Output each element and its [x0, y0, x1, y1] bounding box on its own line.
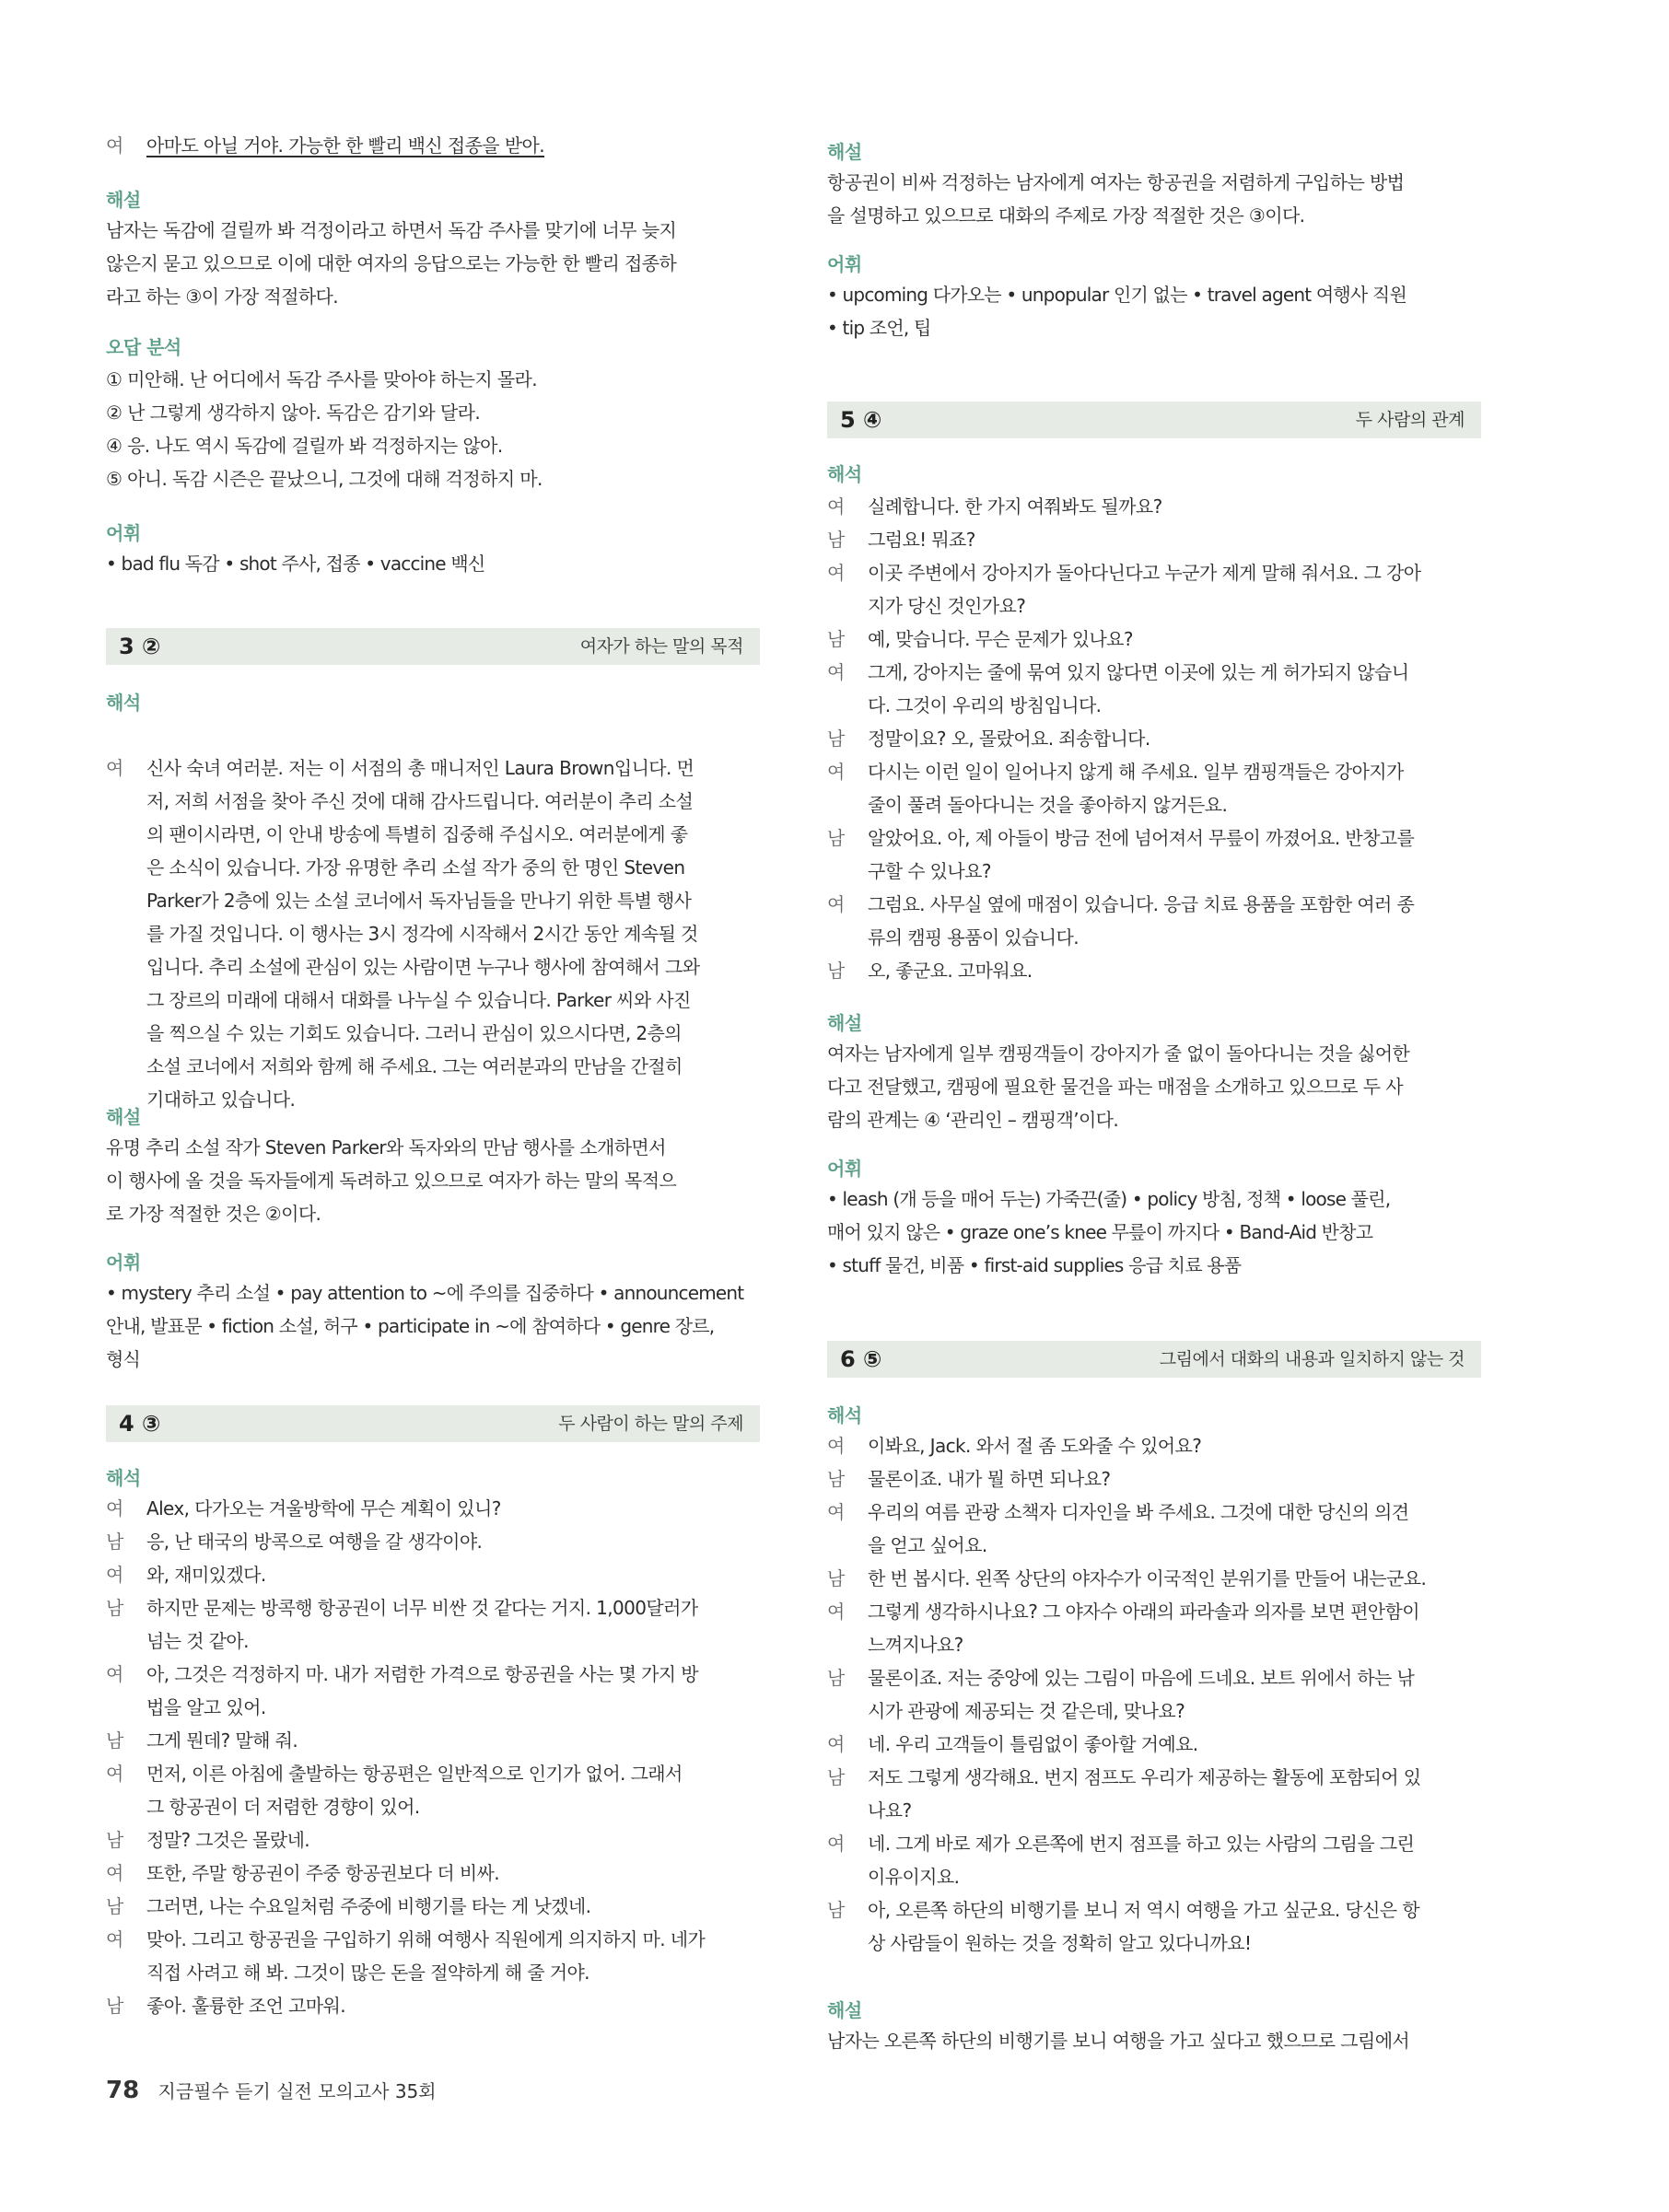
vocab-heading: 어휘: [106, 1252, 141, 1274]
vocab-line: • mystery 추리 소설 • pay attention to ~에 주의를 집중하다 • announcement: [106, 1282, 744, 1304]
book-title: 지금필수 듣기 실전 모의고사 35회: [158, 2080, 437, 2102]
dialogue-line: [106, 1857, 760, 1890]
speaker-label: 남: [827, 1766, 845, 1788]
speaker-label: 남: [106, 1531, 123, 1553]
dialogue-line: [827, 1827, 1481, 1893]
speaker-label: 남: [106, 1995, 123, 2017]
question-type: 그림에서 대화의 내용과 일치하지 않는 것: [1159, 1349, 1465, 1369]
dialogue-text: Alex, 다가오는 겨울방학에 무슨 계획이 있니?: [146, 1497, 501, 1519]
dialogue-text: 넘는 것 같아.: [146, 1630, 249, 1652]
dialogue-text: 직접 사려고 해 봐. 그것이 많은 돈을 절약하게 해 줄 거야.: [146, 1962, 589, 1984]
page-number: 78: [106, 2077, 140, 2104]
wrong-answer-list: [106, 363, 760, 495]
dialogue-line: [827, 888, 1481, 954]
dialogue-line: [827, 490, 1481, 523]
vocab-list: [827, 1182, 1481, 1282]
dialogue-line: [106, 1923, 760, 1989]
vocab-line: • upcoming 다가오는 • unpopular 인기 없는 • travel agent 여행사 직원: [827, 284, 1406, 306]
dialogue-text: 지가 당신 것인가요?: [868, 595, 1026, 617]
dialogue-text: 다. 그것이 우리의 방침입니다.: [868, 694, 1102, 716]
dialogue-text: 이봐요, Jack. 와서 절 좀 도와줄 수 있어요?: [868, 1435, 1202, 1457]
speaker-label: 여: [106, 1497, 123, 1519]
speaker-label: 여: [106, 1928, 123, 1950]
speaker-label: 여: [106, 757, 123, 779]
text-line: 은 소식이 있습니다. 가장 유명한 추리 소설 작가 중의 한 명인 Steven: [146, 856, 685, 879]
dialogue-line: [827, 722, 1481, 755]
explanation-text: [827, 166, 1481, 232]
speaker-label: 여: [827, 562, 845, 584]
dialogue-line: [827, 1429, 1481, 1462]
dialogue-text: 시가 관광에 제공되는 것 같은데, 맞나요?: [868, 1700, 1185, 1722]
dialogue-text: 예, 맞습니다. 무슨 문제가 있나요?: [868, 628, 1133, 650]
dialogue-text: 줄이 풀려 돌아다니는 것을 좋아하지 않거든요.: [868, 794, 1228, 816]
speaker-label: 여: [827, 495, 845, 518]
speaker-label: 남: [827, 1468, 845, 1490]
dialogue-line: [827, 1562, 1481, 1595]
explanation-text: [106, 1131, 760, 1230]
dialogue-line: [106, 1558, 760, 1591]
explanation-heading: 해설: [106, 189, 141, 211]
dialogue-line: [827, 1496, 1481, 1562]
dialogue-line: [827, 755, 1481, 821]
explanation-text: [106, 214, 760, 313]
text-line: 저, 저희 서점을 찾아 주신 것에 대해 감사드립니다. 여러분이 추리 소설: [146, 790, 694, 812]
dialogue-line: [106, 1658, 760, 1724]
explanation-text: [827, 2024, 1481, 2057]
vocab-line: • stuff 물건, 비품 • first-aid supplies 응급 치료 용품: [827, 1254, 1242, 1276]
text-line: 여자는 남자에게 일부 캠핑객들이 강아지가 줄 없이 돌아다니는 것을 싫어한: [827, 1042, 1410, 1065]
dialogue-text: 상 사람들이 원하는 것을 정확히 알고 있다니까요!: [868, 1932, 1252, 1954]
speaker-label: 여: [827, 1601, 845, 1623]
left-column: [106, 0, 760, 2017]
speaker-label: 남: [827, 960, 845, 982]
question-type: 두 사람이 하는 말의 주제: [558, 1414, 743, 1434]
script-heading: 해석: [106, 692, 141, 714]
explanation-heading: 해설: [106, 1106, 141, 1128]
speaker-label: 여: [827, 661, 845, 683]
text-line: 남자는 오른쪽 하단의 비행기를 보니 여행을 가고 싶다고 했으므로 그림에서: [827, 2030, 1410, 2052]
script-heading: 해석: [827, 1404, 862, 1426]
vocab-line: 형식: [106, 1348, 141, 1370]
speaker-label: 여: [106, 1862, 123, 1884]
dialogue-text: 그렇게 생각하시나요? 그 야자수 아래의 파라솔과 의자를 보면 편안함이: [868, 1601, 1419, 1623]
text-line: 입니다. 추리 소설에 관심이 있는 사람이면 누구나 행사에 참여해서 그와: [146, 956, 700, 978]
dialogue-line: [827, 954, 1481, 987]
dialogue-text: 아마도 아닐 거야. 가능한 한 빨리 백신 접종을 받아.: [146, 134, 544, 157]
explanation-heading: 해설: [827, 1012, 862, 1034]
text-line: 항공권이 비싸 걱정하는 남자에게 여자는 항공권을 저렴하게 구입하는 방법: [827, 171, 1405, 193]
dialogue-text: 하지만 문제는 방콕행 항공권이 너무 비싼 것 같다는 거지. 1,000달러가: [146, 1597, 698, 1619]
text-line: 기대하고 있습니다.: [146, 1089, 296, 1111]
speaker-label: 여: [827, 893, 845, 915]
dialogue-line: [106, 1525, 760, 1558]
speaker-label: 남: [827, 1667, 845, 1689]
dialogue-line: [106, 1823, 760, 1857]
dialogue-line: [827, 623, 1481, 656]
question-number: 3 ②: [119, 634, 161, 659]
dialogue-text: 먼저, 이른 아침에 출발하는 항공편은 일반적으로 인기가 없어. 그래서: [146, 1763, 683, 1785]
text-line: 로 가장 적절한 것은 ②이다.: [106, 1203, 321, 1225]
vocab-heading: 어휘: [827, 1158, 862, 1180]
dialogue-text: 나요?: [868, 1799, 912, 1822]
text-line: 남자는 독감에 걸릴까 봐 걱정이라고 하면서 독감 주사를 맞기에 너무 늦지: [106, 219, 677, 241]
dialogue-text: 오, 좋군요. 고마워요.: [868, 960, 1033, 982]
explanation-heading: 해설: [827, 141, 862, 163]
speaker-label: 남: [827, 1567, 845, 1589]
list-item: ④ 응. 나도 역시 독감에 걸릴까 봐 걱정하지는 않아.: [106, 435, 503, 457]
vocab-line: • tip 조언, 팁: [827, 317, 931, 339]
dialogue-text: 정말이요? 오, 몰랐어요. 죄송합니다.: [868, 728, 1150, 750]
speaker-label: 여: [106, 1663, 123, 1685]
dialogue-line: [106, 1591, 760, 1658]
dialogue-line: [106, 1989, 760, 2022]
dialogue-text: 아, 그것은 걱정하지 마. 내가 저렴한 가격으로 항공권을 사는 몇 가지 방: [146, 1663, 699, 1685]
text-line: 않은지 묻고 있으므로 이에 대한 여자의 응답으로는 가능한 한 빨리 접종하: [106, 252, 677, 274]
question-type: 두 사람의 관계: [1355, 410, 1465, 430]
dialogue-line: [827, 1728, 1481, 1761]
dialogue-line: [827, 821, 1481, 888]
script-heading: 해석: [106, 1467, 141, 1489]
dialogue-text: 이곳 주변에서 강아지가 돌아다닌다고 누군가 제게 말해 줘서요. 그 강아: [868, 562, 1421, 584]
list-item: ⑤ 아니. 독감 시즌은 끝났으니, 그것에 대해 걱정하지 마.: [106, 468, 543, 490]
monologue: [106, 751, 760, 1116]
dialogue-line: [827, 1661, 1481, 1728]
text-line: 라고 하는 ③이 가장 적절하다.: [106, 285, 339, 308]
question-number: 6 ⑤: [840, 1346, 882, 1372]
dialogue-text: 그러면, 나는 수요일처럼 주중에 비행기를 타는 게 낫겠네.: [146, 1895, 591, 1917]
dialogue-text: 구할 수 있나요?: [868, 860, 991, 882]
script-heading: 해석: [827, 463, 862, 485]
text-line: 람의 관계는 ④ ‘관리인 – 캠핑객’이다.: [827, 1109, 1119, 1131]
vocab-list: [827, 278, 1481, 344]
question-type: 여자가 하는 말의 목적: [579, 636, 743, 657]
dialogue-text: 저도 그렇게 생각해요. 번지 점프도 우리가 제공하는 활동에 포함되어 있: [868, 1766, 1421, 1788]
explanation-text: [827, 1037, 1481, 1136]
dialogue-line: [106, 1757, 760, 1823]
section-bar-q3: [106, 628, 760, 665]
section-bar-q4: [106, 1405, 760, 1442]
list-item: ② 난 그렇게 생각하지 않아. 독감은 감기와 달라.: [106, 402, 481, 424]
dialogue-text: 아, 오른쪽 하단의 비행기를 보니 저 역시 여행을 가고 싶군요. 당신은 항: [868, 1899, 1420, 1921]
dialogue-line: [827, 1595, 1481, 1661]
dialogue-text: 물론이죠. 내가 뭘 하면 되나요?: [868, 1468, 1111, 1490]
dialogue: [106, 1492, 760, 2022]
speaker-label: 여: [827, 1435, 845, 1457]
dialogue-text: 네. 우리 고객들이 틀림없이 좋아할 거예요.: [868, 1733, 1198, 1755]
dialogue-line: [827, 1893, 1481, 1960]
vocab-heading: 어휘: [827, 253, 862, 275]
dialogue-text: 그게, 강아지는 줄에 묶여 있지 않다면 이곳에 있는 게 허가되지 않습니: [868, 661, 1409, 683]
speaker-label: 남: [827, 827, 845, 849]
speaker-label: 남: [827, 628, 845, 650]
vocab-line: • bad flu 독감 • shot 주사, 접종 • vaccine 백신: [106, 553, 485, 575]
vocab-list: [106, 1276, 760, 1376]
vocab-line: 안내, 발표문 • fiction 소설, 허구 • participate in ~에 참여하다 • genre 장르,: [106, 1315, 715, 1337]
dialogue-text: 맞아. 그리고 항공권을 구입하기 위해 여행사 직원에게 의지하지 마. 네가: [146, 1928, 706, 1950]
dialogue-line: [106, 1492, 760, 1525]
dialogue-text: 그럼요. 사무실 옆에 매점이 있습니다. 응급 치료 용품을 포함한 여러 종: [868, 893, 1415, 915]
dialogue: [827, 1429, 1481, 1960]
dialogue-text: 한 번 봅시다. 왼쪽 상단의 야자수가 이국적인 분위기를 만들어 내는군요.: [868, 1567, 1427, 1589]
vocab-heading: 어휘: [106, 522, 141, 544]
dialogue-text: 이유이지요.: [868, 1866, 960, 1888]
dialogue-text: 느껴지나요?: [868, 1634, 963, 1656]
list-item: ① 미안해. 난 어디에서 독감 주사를 맞아야 하는지 몰라.: [106, 368, 538, 390]
dialogue-text: 실례합니다. 한 가지 여쭤봐도 될까요?: [868, 495, 1162, 518]
text-line: 다고 전달했고, 캠핑에 필요한 물건을 파는 매점을 소개하고 있으므로 두 사: [827, 1076, 1403, 1098]
text-line: 의 팬이시라면, 이 안내 방송에 특별히 집중해 주십시오. 여러분에게 좋: [146, 823, 688, 845]
speaker-label: 남: [106, 1597, 123, 1619]
explanation-heading: 해설: [827, 1999, 862, 2021]
speaker-label: 남: [827, 1899, 845, 1921]
dialogue-text: 다시는 이런 일이 일어나지 않게 해 주세요. 일부 캠핑객들은 강아지가: [868, 761, 1404, 783]
question-number: 4 ③: [119, 1411, 161, 1437]
text-line: 이 행사에 올 것을 독자들에게 독려하고 있으므로 여자가 하는 말의 목적으: [106, 1170, 677, 1192]
text-line: 신사 숙녀 여러분. 저는 이 서점의 총 매니저인 Laura Brown입니다. 먼: [146, 757, 694, 779]
speaker-label: 여: [827, 1501, 845, 1523]
dialogue-line: [106, 129, 760, 162]
text-line: 을 설명하고 있으므로 대화의 주제로 가장 적절한 것은 ③이다.: [827, 204, 1305, 227]
dialogue-text: 그럼요! 뭐죠?: [868, 529, 975, 551]
speaker-label: 여: [106, 134, 123, 157]
dialogue-text: 또한, 주말 항공권이 주중 항공권보다 더 비싸.: [146, 1862, 500, 1884]
dialogue-line: [106, 1890, 760, 1923]
section-bar-q5: [827, 402, 1481, 438]
text-line: 를 가질 것입니다. 이 행사는 3시 정각에 시작해서 2시간 동안 계속될 것: [146, 923, 698, 945]
speaker-label: 남: [827, 728, 845, 750]
speaker-label: 남: [106, 1729, 123, 1752]
question-number: 5 ④: [840, 407, 882, 433]
dialogue-text: 류의 캠핑 용품이 있습니다.: [868, 926, 1079, 949]
dialogue-line: [827, 656, 1481, 722]
dialogue-text: 알았어요. 아, 제 아들이 방금 전에 넘어져서 무릎이 까졌어요. 반창고를: [868, 827, 1415, 849]
dialogue-line: [827, 1462, 1481, 1496]
speaker-label: 여: [827, 1733, 845, 1755]
vocab-list: [106, 547, 760, 580]
speaker-label: 남: [106, 1895, 123, 1917]
speaker-label: 남: [827, 529, 845, 551]
dialogue-text: 우리의 여름 관광 소책자 디자인을 봐 주세요. 그것에 대한 당신의 의견: [868, 1501, 1409, 1523]
text-line: Parker가 2층에 있는 소설 코너에서 독자님들을 만나기 위한 특별 행사: [146, 890, 692, 912]
speaker-label: 여: [827, 761, 845, 783]
text-line: 소설 코너에서 저희와 함께 해 주세요. 그는 여러분과의 만남을 간절히: [146, 1055, 683, 1077]
speaker-label: 남: [106, 1829, 123, 1851]
dialogue-text: 을 얻고 싶어요.: [868, 1534, 987, 1556]
text-line: 유명 추리 소설 작가 Steven Parker와 독자와의 만남 행사를 소개하면서: [106, 1136, 666, 1158]
text-line: 을 찍으실 수 있는 기회도 있습니다. 그러니 관심이 있으시다면, 2층의: [146, 1022, 682, 1044]
dialogue-text: 네. 그게 바로 제가 오른쪽에 번지 점프를 하고 있는 사람의 그림을 그린: [868, 1833, 1415, 1855]
dialogue-text: 그게 뭔데? 말해 줘.: [146, 1729, 298, 1752]
dialogue-text: 그 항공권이 더 저렴한 경향이 있어.: [146, 1796, 420, 1818]
dialogue-text: 물론이죠. 저는 중앙에 있는 그림이 마음에 드네요. 보트 위에서 하는 낚: [868, 1667, 1415, 1689]
wrong-answer-heading: 오답 분석: [106, 336, 181, 358]
text-line: 그 장르의 미래에 대해서 대화를 나누실 수 있습니다. Parker 씨와 사진: [146, 989, 691, 1011]
dialogue: [827, 490, 1481, 987]
dialogue-text: 법을 알고 있어.: [146, 1696, 266, 1718]
page-footer: [106, 2077, 437, 2105]
speaker-label: 여: [106, 1763, 123, 1785]
dialogue-line: [827, 1761, 1481, 1827]
dialogue-text: 정말? 그것은 몰랐네.: [146, 1829, 310, 1851]
speaker-label: 여: [827, 1833, 845, 1855]
dialogue-line: [106, 1724, 760, 1757]
dialogue-text: 응, 난 태국의 방콕으로 여행을 갈 생각이야.: [146, 1531, 483, 1553]
dialogue-line: [827, 523, 1481, 556]
speaker-label: 여: [106, 1564, 123, 1586]
vocab-line: 매어 있지 않은 • graze one’s knee 무릎이 까지다 • Band-Aid 반창고: [827, 1221, 1373, 1243]
vocab-line: • leash (개 등을 매어 두는) 가죽끈(줄) • policy 방침, 정책 • loose 풀린,: [827, 1188, 1391, 1210]
dialogue-text: 와, 재미있겠다.: [146, 1564, 266, 1586]
dialogue-line: [827, 556, 1481, 623]
dialogue-text: 좋아. 훌륭한 조언 고마워.: [146, 1995, 345, 2017]
section-bar-q6: [827, 1341, 1481, 1378]
